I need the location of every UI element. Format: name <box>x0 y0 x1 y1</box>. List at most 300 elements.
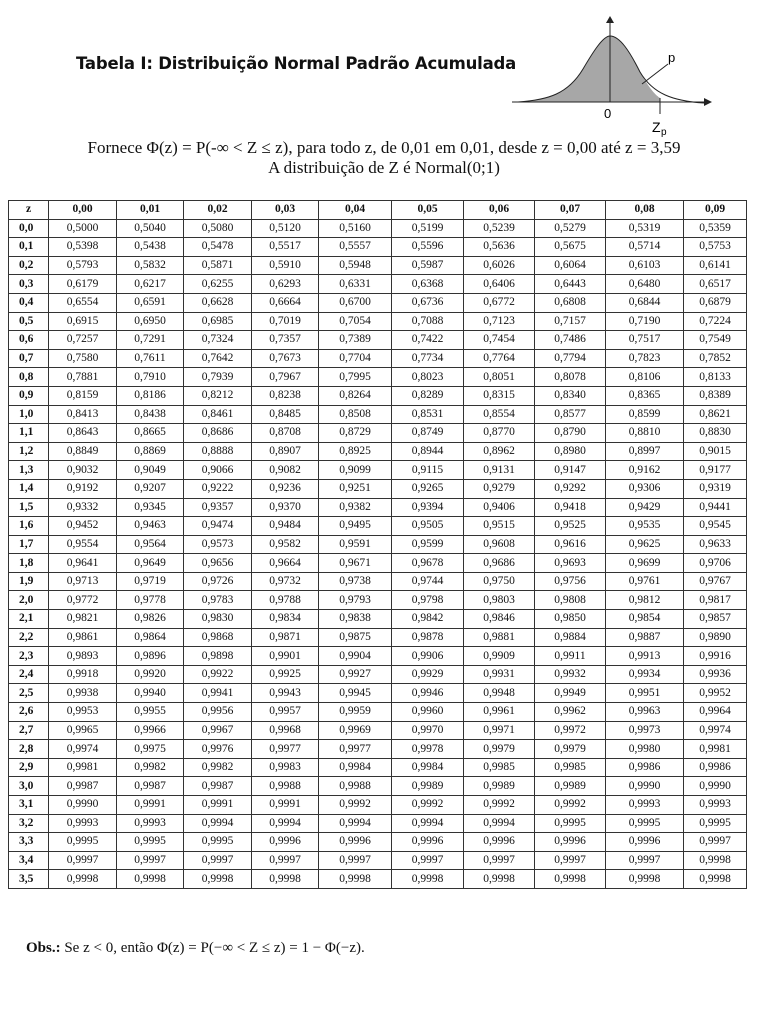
probability-cell: 0,5596 <box>392 238 464 257</box>
probability-cell: 0,9997 <box>535 851 606 870</box>
table-row <box>9 424 747 443</box>
probability-cell: 0,8461 <box>184 405 252 424</box>
probability-cell: 0,8413 <box>49 405 117 424</box>
probability-cell: 0,9192 <box>49 479 117 498</box>
probability-cell: 0,6736 <box>392 293 464 312</box>
probability-cell: 0,6700 <box>319 293 392 312</box>
probability-cell: 0,9744 <box>392 572 464 591</box>
table-row <box>9 442 747 461</box>
z-value-cell: 2,2 <box>9 628 49 647</box>
probability-cell: 0,9995 <box>535 814 606 833</box>
table-row <box>9 219 747 238</box>
probability-cell: 0,9991 <box>184 796 252 815</box>
column-header: 0,06 <box>464 201 535 220</box>
z-value-cell: 2,6 <box>9 703 49 722</box>
table-row <box>9 572 747 591</box>
probability-cell: 0,9997 <box>252 851 319 870</box>
probability-cell: 0,9941 <box>184 684 252 703</box>
column-header-z: z <box>9 201 49 220</box>
probability-cell: 0,9817 <box>684 591 747 610</box>
probability-cell: 0,6844 <box>606 293 684 312</box>
probability-cell: 0,9971 <box>464 721 535 740</box>
z-value-cell: 1,8 <box>9 554 49 573</box>
probability-cell: 0,8925 <box>319 442 392 461</box>
probability-cell: 0,8078 <box>535 368 606 387</box>
probability-cell: 0,9525 <box>535 517 606 536</box>
probability-cell: 0,9927 <box>319 665 392 684</box>
probability-cell: 0,9878 <box>392 628 464 647</box>
probability-cell: 0,9988 <box>252 777 319 796</box>
probability-cell: 0,9990 <box>49 796 117 815</box>
probability-cell: 0,9664 <box>252 554 319 573</box>
probability-cell: 0,9177 <box>684 461 747 480</box>
probability-cell: 0,8365 <box>606 386 684 405</box>
table-row <box>9 814 747 833</box>
z-value-cell: 2,4 <box>9 665 49 684</box>
probability-cell: 0,9554 <box>49 535 117 554</box>
probability-cell: 0,9938 <box>49 684 117 703</box>
probability-cell: 0,9952 <box>684 684 747 703</box>
probability-cell: 0,8264 <box>319 386 392 405</box>
z-value-cell: 0,5 <box>9 312 49 331</box>
probability-cell: 0,9463 <box>117 517 184 536</box>
probability-cell: 0,9332 <box>49 498 117 517</box>
normal-distribution-table <box>8 200 747 889</box>
probability-cell: 0,9989 <box>464 777 535 796</box>
probability-cell: 0,6480 <box>606 275 684 294</box>
probability-cell: 0,9678 <box>392 554 464 573</box>
probability-cell: 0,9989 <box>392 777 464 796</box>
table-row <box>9 777 747 796</box>
probability-cell: 0,9998 <box>184 870 252 889</box>
probability-cell: 0,9616 <box>535 535 606 554</box>
probability-cell: 0,5675 <box>535 238 606 257</box>
probability-cell: 0,9345 <box>117 498 184 517</box>
probability-cell: 0,9961 <box>464 703 535 722</box>
probability-cell: 0,9564 <box>117 535 184 554</box>
probability-cell: 0,7357 <box>252 331 319 350</box>
probability-cell: 0,7517 <box>606 331 684 350</box>
probability-cell: 0,9969 <box>319 721 392 740</box>
probability-cell: 0,9993 <box>684 796 747 815</box>
probability-cell: 0,8749 <box>392 424 464 443</box>
probability-cell: 0,6179 <box>49 275 117 294</box>
probability-cell: 0,7291 <box>117 331 184 350</box>
probability-cell: 0,7967 <box>252 368 319 387</box>
zp-label: Z <box>652 119 661 135</box>
probability-cell: 0,9998 <box>252 870 319 889</box>
probability-cell: 0,9857 <box>684 610 747 629</box>
probability-cell: 0,5199 <box>392 219 464 238</box>
probability-cell: 0,8238 <box>252 386 319 405</box>
probability-cell: 0,8186 <box>117 386 184 405</box>
probability-cell: 0,9993 <box>606 796 684 815</box>
probability-cell: 0,5793 <box>49 256 117 275</box>
probability-cell: 0,9370 <box>252 498 319 517</box>
probability-cell: 0,9992 <box>392 796 464 815</box>
z-value-cell: 0,4 <box>9 293 49 312</box>
probability-cell: 0,6915 <box>49 312 117 331</box>
probability-cell: 0,9943 <box>252 684 319 703</box>
probability-cell: 0,5557 <box>319 238 392 257</box>
probability-cell: 0,6772 <box>464 293 535 312</box>
probability-cell: 0,9515 <box>464 517 535 536</box>
probability-cell: 0,9998 <box>117 870 184 889</box>
probability-cell: 0,5753 <box>684 238 747 257</box>
probability-cell: 0,9495 <box>319 517 392 536</box>
probability-cell: 0,9959 <box>319 703 392 722</box>
column-header: 0,07 <box>535 201 606 220</box>
probability-cell: 0,9625 <box>606 535 684 554</box>
probability-cell: 0,7764 <box>464 349 535 368</box>
probability-cell: 0,9599 <box>392 535 464 554</box>
probability-cell: 0,8315 <box>464 386 535 405</box>
probability-cell: 0,9996 <box>319 833 392 852</box>
probability-cell: 0,9693 <box>535 554 606 573</box>
z-value-cell: 1,5 <box>9 498 49 517</box>
column-header: 0,02 <box>184 201 252 220</box>
probability-cell: 0,5398 <box>49 238 117 257</box>
probability-cell: 0,9975 <box>117 740 184 759</box>
probability-cell: 0,9998 <box>606 870 684 889</box>
probability-cell: 0,5636 <box>464 238 535 257</box>
probability-cell: 0,9772 <box>49 591 117 610</box>
probability-cell: 0,9147 <box>535 461 606 480</box>
probability-cell: 0,9953 <box>49 703 117 722</box>
probability-cell: 0,7939 <box>184 368 252 387</box>
probability-cell: 0,9756 <box>535 572 606 591</box>
probability-cell: 0,9986 <box>684 758 747 777</box>
probability-cell: 0,6293 <box>252 275 319 294</box>
probability-cell: 0,9997 <box>117 851 184 870</box>
table-row <box>9 238 747 257</box>
probability-cell: 0,9929 <box>392 665 464 684</box>
observation-note <box>26 940 365 957</box>
probability-cell: 0,9131 <box>464 461 535 480</box>
probability-cell: 0,6141 <box>684 256 747 275</box>
probability-cell: 0,9049 <box>117 461 184 480</box>
probability-cell: 0,9535 <box>606 517 684 536</box>
probability-cell: 0,9319 <box>684 479 747 498</box>
probability-cell: 0,9505 <box>392 517 464 536</box>
zp-subscript: p <box>661 127 667 138</box>
probability-cell: 0,7881 <box>49 368 117 387</box>
p-pointer <box>642 64 668 84</box>
probability-cell: 0,5359 <box>684 219 747 238</box>
column-header: 0,03 <box>252 201 319 220</box>
z-value-cell: 2,7 <box>9 721 49 740</box>
probability-cell: 0,9986 <box>606 758 684 777</box>
probability-cell: 0,9998 <box>535 870 606 889</box>
probability-cell: 0,7224 <box>684 312 747 331</box>
probability-cell: 0,9987 <box>117 777 184 796</box>
z-value-cell: 1,4 <box>9 479 49 498</box>
probability-cell: 0,9382 <box>319 498 392 517</box>
column-header: 0,04 <box>319 201 392 220</box>
probability-cell: 0,6879 <box>684 293 747 312</box>
probability-cell: 0,9896 <box>117 647 184 666</box>
probability-cell: 0,9783 <box>184 591 252 610</box>
probability-cell: 0,9911 <box>535 647 606 666</box>
probability-cell: 0,8133 <box>684 368 747 387</box>
probability-cell: 0,5000 <box>49 219 117 238</box>
probability-cell: 0,9906 <box>392 647 464 666</box>
table-row <box>9 479 747 498</box>
z-value-cell: 1,2 <box>9 442 49 461</box>
probability-cell: 0,7157 <box>535 312 606 331</box>
probability-cell: 0,9990 <box>606 777 684 796</box>
table-row <box>9 535 747 554</box>
probability-cell: 0,9992 <box>535 796 606 815</box>
probability-cell: 0,9916 <box>684 647 747 666</box>
probability-cell: 0,8686 <box>184 424 252 443</box>
probability-cell: 0,9991 <box>117 796 184 815</box>
probability-cell: 0,9582 <box>252 535 319 554</box>
probability-cell: 0,8830 <box>684 424 747 443</box>
probability-cell: 0,6443 <box>535 275 606 294</box>
probability-cell: 0,9066 <box>184 461 252 480</box>
probability-cell: 0,8944 <box>392 442 464 461</box>
table-header-row <box>9 201 747 220</box>
probability-cell: 0,9997 <box>606 851 684 870</box>
table-row <box>9 386 747 405</box>
probability-cell: 0,9834 <box>252 610 319 629</box>
probability-cell: 0,7642 <box>184 349 252 368</box>
probability-cell: 0,9982 <box>184 758 252 777</box>
probability-cell: 0,7054 <box>319 312 392 331</box>
probability-cell: 0,9925 <box>252 665 319 684</box>
probability-cell: 0,5279 <box>535 219 606 238</box>
probability-cell: 0,9998 <box>684 870 747 889</box>
probability-cell: 0,8485 <box>252 405 319 424</box>
table-row <box>9 665 747 684</box>
table-row <box>9 275 747 294</box>
table-row <box>9 312 747 331</box>
probability-cell: 0,9964 <box>684 703 747 722</box>
probability-cell: 0,9726 <box>184 572 252 591</box>
probability-cell: 0,9981 <box>49 758 117 777</box>
probability-cell: 0,7910 <box>117 368 184 387</box>
probability-cell: 0,6664 <box>252 293 319 312</box>
probability-cell: 0,9976 <box>184 740 252 759</box>
probability-cell: 0,9934 <box>606 665 684 684</box>
probability-cell: 0,9996 <box>252 833 319 852</box>
probability-cell: 0,7794 <box>535 349 606 368</box>
probability-cell: 0,8531 <box>392 405 464 424</box>
probability-cell: 0,9864 <box>117 628 184 647</box>
probability-cell: 0,9957 <box>252 703 319 722</box>
probability-cell: 0,9875 <box>319 628 392 647</box>
probability-cell: 0,9306 <box>606 479 684 498</box>
probability-cell: 0,9920 <box>117 665 184 684</box>
probability-cell: 0,9441 <box>684 498 747 517</box>
probability-cell: 0,9984 <box>392 758 464 777</box>
probability-cell: 0,9995 <box>184 833 252 852</box>
probability-cell: 0,9918 <box>49 665 117 684</box>
probability-cell: 0,9279 <box>464 479 535 498</box>
probability-cell: 0,9945 <box>319 684 392 703</box>
probability-cell: 0,9429 <box>606 498 684 517</box>
probability-cell: 0,9979 <box>535 740 606 759</box>
probability-cell: 0,9977 <box>252 740 319 759</box>
probability-cell: 0,9987 <box>184 777 252 796</box>
z-value-cell: 1,3 <box>9 461 49 480</box>
probability-cell: 0,9960 <box>392 703 464 722</box>
table-row <box>9 256 747 275</box>
z-value-cell: 2,1 <box>9 610 49 629</box>
probability-cell: 0,9940 <box>117 684 184 703</box>
probability-cell: 0,7454 <box>464 331 535 350</box>
probability-cell: 0,9997 <box>684 833 747 852</box>
probability-cell: 0,5987 <box>392 256 464 275</box>
probability-cell: 0,6517 <box>684 275 747 294</box>
probability-cell: 0,6554 <box>49 293 117 312</box>
probability-cell: 0,9955 <box>117 703 184 722</box>
probability-cell: 0,9484 <box>252 517 319 536</box>
probability-cell: 0,9452 <box>49 517 117 536</box>
probability-cell: 0,9357 <box>184 498 252 517</box>
table-row <box>9 851 747 870</box>
probability-cell: 0,9798 <box>392 591 464 610</box>
probability-cell: 0,7734 <box>392 349 464 368</box>
z-value-cell: 1,0 <box>9 405 49 424</box>
probability-cell: 0,9162 <box>606 461 684 480</box>
probability-cell: 0,9994 <box>319 814 392 833</box>
probability-cell: 0,5438 <box>117 238 184 257</box>
probability-cell: 0,9973 <box>606 721 684 740</box>
column-header: 0,08 <box>606 201 684 220</box>
probability-cell: 0,8997 <box>606 442 684 461</box>
probability-cell: 0,9949 <box>535 684 606 703</box>
probability-cell: 0,9966 <box>117 721 184 740</box>
probability-cell: 0,9699 <box>606 554 684 573</box>
z-value-cell: 3,3 <box>9 833 49 852</box>
probability-cell: 0,9732 <box>252 572 319 591</box>
probability-cell: 0,9893 <box>49 647 117 666</box>
z-value-cell: 2,8 <box>9 740 49 759</box>
z-value-cell: 0,3 <box>9 275 49 294</box>
probability-cell: 0,9573 <box>184 535 252 554</box>
probability-cell: 0,9854 <box>606 610 684 629</box>
probability-cell: 0,9962 <box>535 703 606 722</box>
probability-cell: 0,6950 <box>117 312 184 331</box>
z-value-cell: 2,9 <box>9 758 49 777</box>
probability-cell: 0,9978 <box>392 740 464 759</box>
probability-cell: 0,9995 <box>606 814 684 833</box>
probability-cell: 0,9881 <box>464 628 535 647</box>
probability-cell: 0,9099 <box>319 461 392 480</box>
probability-cell: 0,9649 <box>117 554 184 573</box>
probability-cell: 0,6331 <box>319 275 392 294</box>
probability-cell: 0,9846 <box>464 610 535 629</box>
probability-cell: 0,9951 <box>606 684 684 703</box>
probability-cell: 0,5871 <box>184 256 252 275</box>
probability-cell: 0,8907 <box>252 442 319 461</box>
probability-cell: 0,7486 <box>535 331 606 350</box>
table-row <box>9 293 747 312</box>
probability-cell: 0,5120 <box>252 219 319 238</box>
table-row <box>9 870 747 889</box>
z-value-cell: 0,0 <box>9 219 49 238</box>
probability-cell: 0,5040 <box>117 219 184 238</box>
probability-cell: 0,9994 <box>392 814 464 833</box>
probability-cell: 0,5319 <box>606 219 684 238</box>
probability-cell: 0,9474 <box>184 517 252 536</box>
probability-cell: 0,9974 <box>49 740 117 759</box>
probability-cell: 0,9994 <box>184 814 252 833</box>
probability-cell: 0,6255 <box>184 275 252 294</box>
table-row <box>9 610 747 629</box>
probability-cell: 0,9996 <box>392 833 464 852</box>
z-value-cell: 0,1 <box>9 238 49 257</box>
probability-cell: 0,9981 <box>684 740 747 759</box>
probability-cell: 0,7704 <box>319 349 392 368</box>
z-value-cell: 2,5 <box>9 684 49 703</box>
probability-cell: 0,7422 <box>392 331 464 350</box>
normal-curve-diagram <box>508 14 714 138</box>
probability-cell: 0,9995 <box>684 814 747 833</box>
probability-cell: 0,9996 <box>606 833 684 852</box>
probability-cell: 0,9963 <box>606 703 684 722</box>
probability-cell: 0,9995 <box>117 833 184 852</box>
probability-cell: 0,9591 <box>319 535 392 554</box>
table-row <box>9 368 747 387</box>
table-row <box>9 833 747 852</box>
probability-cell: 0,9998 <box>49 870 117 889</box>
probability-cell: 0,9985 <box>535 758 606 777</box>
z-value-cell: 3,4 <box>9 851 49 870</box>
probability-cell: 0,9974 <box>684 721 747 740</box>
probability-cell: 0,9826 <box>117 610 184 629</box>
probability-cell: 0,8729 <box>319 424 392 443</box>
probability-cell: 0,9909 <box>464 647 535 666</box>
probability-cell: 0,7823 <box>606 349 684 368</box>
probability-cell: 0,9812 <box>606 591 684 610</box>
z-value-cell: 3,1 <box>9 796 49 815</box>
probability-cell: 0,9993 <box>49 814 117 833</box>
probability-cell: 0,6808 <box>535 293 606 312</box>
column-header: 0,05 <box>392 201 464 220</box>
probability-cell: 0,8389 <box>684 386 747 405</box>
table-row <box>9 461 747 480</box>
z-value-cell: 1,1 <box>9 424 49 443</box>
probability-cell: 0,7088 <box>392 312 464 331</box>
z-value-cell: 3,0 <box>9 777 49 796</box>
probability-cell: 0,9993 <box>117 814 184 833</box>
probability-cell: 0,9545 <box>684 517 747 536</box>
probability-cell: 0,5517 <box>252 238 319 257</box>
probability-cell: 0,7190 <box>606 312 684 331</box>
probability-cell: 0,6406 <box>464 275 535 294</box>
probability-cell: 0,5832 <box>117 256 184 275</box>
probability-cell: 0,8577 <box>535 405 606 424</box>
column-header: 0,09 <box>684 201 747 220</box>
probability-cell: 0,9996 <box>535 833 606 852</box>
probability-cell: 0,9932 <box>535 665 606 684</box>
probability-cell: 0,9890 <box>684 628 747 647</box>
probability-cell: 0,6217 <box>117 275 184 294</box>
probability-cell: 0,9830 <box>184 610 252 629</box>
probability-cell: 0,9719 <box>117 572 184 591</box>
probability-cell: 0,9803 <box>464 591 535 610</box>
probability-cell: 0,9913 <box>606 647 684 666</box>
table-row <box>9 758 747 777</box>
probability-cell: 0,7389 <box>319 331 392 350</box>
probability-cell: 0,9994 <box>252 814 319 833</box>
probability-cell: 0,9236 <box>252 479 319 498</box>
probability-cell: 0,8621 <box>684 405 747 424</box>
probability-cell: 0,5160 <box>319 219 392 238</box>
